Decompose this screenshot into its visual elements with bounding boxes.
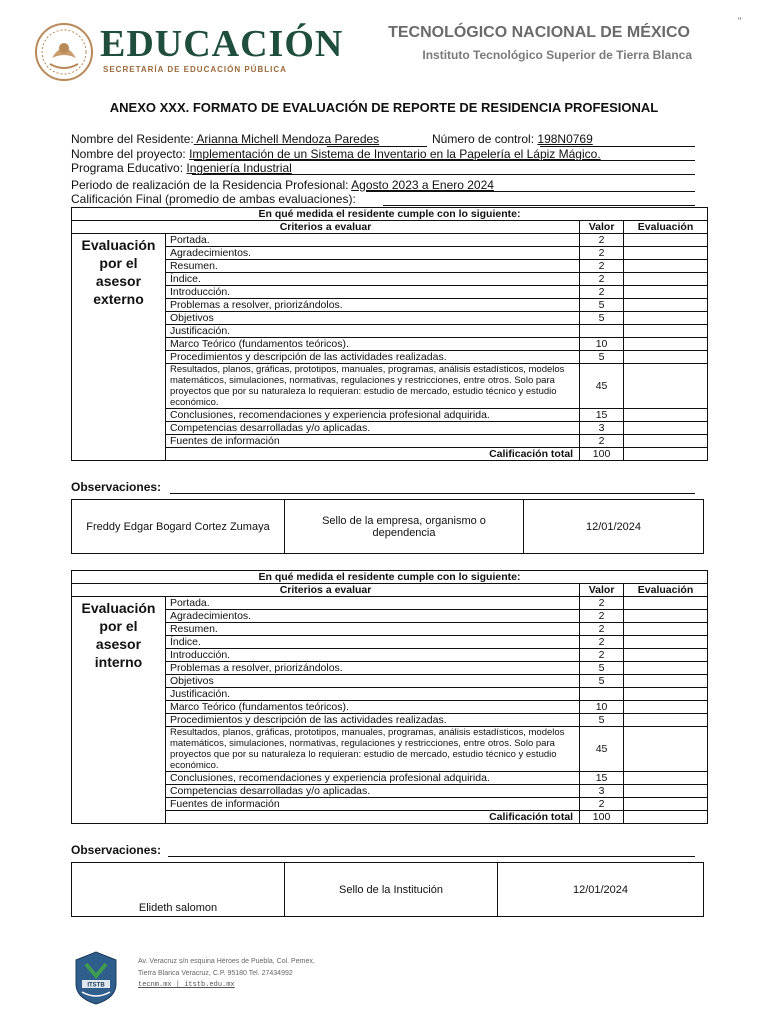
criterion-value: 3 xyxy=(580,422,624,435)
criterion-evaluation-cell[interactable] xyxy=(624,623,708,636)
table-row xyxy=(72,597,708,610)
control-label: Número de control: xyxy=(432,132,535,146)
criterion-value: 5 xyxy=(580,299,624,312)
criterion-evaluation-cell[interactable] xyxy=(624,636,708,649)
criterion-name: Resultados, planos, gráficas, prototipos, manuales, programas, análisis estadísticos, modelos matemáticos, simulaciones, normativas, regulaciones y restricciones, entre otros. Solo para proyectos que por su naturaleza lo requieran: estudio de mercado, estudio técnico y estudio económico. xyxy=(165,364,579,409)
criterion-evaluation-cell[interactable] xyxy=(624,610,708,623)
criterion-value: 2 xyxy=(580,286,624,299)
table-row xyxy=(72,260,708,273)
institution-name: TECNOLÓGICO NACIONAL DE MÉXICO xyxy=(388,24,690,41)
internal-total-label: Calificación total xyxy=(165,811,579,824)
footer-web-link[interactable]: tecnm.mx | itstb.edu.mx xyxy=(138,981,235,989)
footer-address-2: Tierra Blanca Veracruz, C.P. 95180 Tel. 27434992 xyxy=(138,970,293,977)
criterion-name: Marco Teórico (fundamentos teóricos). xyxy=(165,338,579,351)
table-row xyxy=(72,409,708,422)
criterion-value: 2 xyxy=(580,623,624,636)
campus-name: Instituto Tecnológico Superior de Tierra Blanca xyxy=(422,48,692,62)
external-date: 12/01/2024 xyxy=(524,500,704,554)
resident-line xyxy=(71,132,379,146)
table-row xyxy=(72,688,708,701)
criterion-name: Procedimientos y descripción de las actividades realizadas. xyxy=(165,714,579,727)
internal-total-evaluation-cell[interactable] xyxy=(624,811,708,824)
internal-side-label: Evaluación por el asesor interno xyxy=(72,597,166,824)
internal-criteria-header: Criterios a evaluar xyxy=(72,584,580,597)
external-heading-row xyxy=(72,208,708,221)
itstb-shield-logo xyxy=(72,950,120,1006)
table-row xyxy=(72,772,708,785)
table-row xyxy=(72,727,708,772)
criterion-name: Problemas a resolver, priorizándolos. xyxy=(165,662,579,675)
table-row xyxy=(72,636,708,649)
criterion-value xyxy=(580,688,624,701)
internal-table-heading: En qué medida el residente cumple con lo siguiente: xyxy=(72,571,708,584)
criterion-value: 2 xyxy=(580,273,624,286)
resident-value: Arianna Michell Mendoza Paredes xyxy=(193,132,380,146)
criterion-value: 2 xyxy=(580,435,624,448)
external-total-row xyxy=(72,448,708,461)
criterion-name: Portada. xyxy=(165,234,579,247)
internal-evaluation-table xyxy=(71,570,708,824)
criterion-evaluation-cell[interactable] xyxy=(624,286,708,299)
criterion-name: Resumen. xyxy=(165,260,579,273)
external-total-label: Calificación total xyxy=(165,448,579,461)
period-value: Agosto 2023 a Enero 2024 xyxy=(351,178,494,192)
table-row xyxy=(72,338,708,351)
criterion-name: Objetivos xyxy=(165,312,579,325)
criterion-name: Introducción. xyxy=(165,649,579,662)
criterion-evaluation-cell[interactable] xyxy=(624,273,708,286)
criterion-value: 2 xyxy=(580,260,624,273)
criterion-evaluation-cell[interactable] xyxy=(624,785,708,798)
criterion-name: Agradecimientos. xyxy=(165,247,579,260)
criterion-value: 5 xyxy=(580,312,624,325)
criterion-evaluation-cell[interactable] xyxy=(624,364,708,409)
table-row xyxy=(72,623,708,636)
program-line xyxy=(71,161,292,175)
internal-value-header: Valor xyxy=(580,584,624,597)
footer-address-1: Av. Veracruz s/n esquina Héroes de Puebla, Col. Pemex, xyxy=(138,958,315,965)
criterion-evaluation-cell[interactable] xyxy=(624,597,708,610)
document-title: ANEXO XXX. FORMATO DE EVALUACIÓN DE REPORTE DE RESIDENCIA PROFESIONAL xyxy=(109,100,659,115)
external-signer-name: Freddy Edgar Bogard Cortez Zumaya xyxy=(72,500,285,554)
criterion-name: Agradecimientos. xyxy=(165,610,579,623)
external-observations-line[interactable] xyxy=(170,493,695,494)
criterion-name: Índice. xyxy=(165,273,579,286)
project-label: Nombre del proyecto: xyxy=(71,147,186,161)
control-line xyxy=(432,132,593,146)
criterion-value: 2 xyxy=(580,597,624,610)
program-value: Ingeniería Industrial xyxy=(186,161,292,175)
external-total-value: 100 xyxy=(580,448,624,461)
criterion-value: 2 xyxy=(580,234,624,247)
table-row xyxy=(72,785,708,798)
criterion-evaluation-cell[interactable] xyxy=(624,701,708,714)
internal-signature-table xyxy=(71,862,704,917)
criterion-name: Introducción. xyxy=(165,286,579,299)
criterion-evaluation-cell[interactable] xyxy=(624,772,708,785)
internal-signer-name: Elideth salomon xyxy=(72,863,285,917)
criterion-value: 45 xyxy=(580,727,624,772)
criterion-name: Conclusiones, recomendaciones y experiencia profesional adquirida. xyxy=(165,409,579,422)
criterion-name: Resultados, planos, gráficas, prototipos, manuales, programas, análisis estadísticos, modelos matemáticos, simulaciones, normativas, regulaciones y restricciones, entre otros. Solo para proyectos que por su naturaleza lo requieran: estudio de mercado, estudio técnico y estudio económico. xyxy=(165,727,579,772)
program-underline xyxy=(192,174,695,175)
criterion-evaluation-cell[interactable] xyxy=(624,727,708,772)
criterion-value: 3 xyxy=(580,785,624,798)
table-row xyxy=(72,610,708,623)
criterion-name: Objetivos xyxy=(165,675,579,688)
final-grade-line xyxy=(71,192,356,206)
criterion-name: Competencias desarrolladas y/o aplicadas. xyxy=(165,422,579,435)
internal-total-row xyxy=(72,811,708,824)
final-grade-underline xyxy=(383,205,695,206)
criterion-value: 15 xyxy=(580,772,624,785)
criterion-value: 2 xyxy=(580,649,624,662)
period-label: Periodo de realización de la Residencia Profesional: xyxy=(71,178,349,192)
criterion-value: 2 xyxy=(580,247,624,260)
brand-subtitle: SECRETARÍA DE EDUCACIÓN PÚBLICA xyxy=(103,65,287,74)
table-row xyxy=(72,798,708,811)
criterion-name: Fuentes de información xyxy=(165,435,579,448)
period-underline xyxy=(366,191,695,192)
criterion-name: Procedimientos y descripción de las actividades realizadas. xyxy=(165,351,579,364)
criterion-evaluation-cell[interactable] xyxy=(624,234,708,247)
criterion-name: Justificación. xyxy=(165,325,579,338)
table-row xyxy=(72,364,708,409)
criterion-evaluation-cell[interactable] xyxy=(624,649,708,662)
criterion-evaluation-cell[interactable] xyxy=(624,325,708,338)
external-observations-label: Observaciones: xyxy=(71,480,162,494)
criterion-value: 10 xyxy=(580,338,624,351)
internal-heading-row xyxy=(72,571,708,584)
table-row xyxy=(72,649,708,662)
table-row xyxy=(72,312,708,325)
external-evaluation-table xyxy=(71,207,708,461)
program-label: Programa Educativo: xyxy=(71,161,184,175)
footer-logo-text: ITSTB xyxy=(87,982,105,989)
criterion-value: 5 xyxy=(580,714,624,727)
table-row xyxy=(72,662,708,675)
criterion-evaluation-cell[interactable] xyxy=(624,688,708,701)
external-side-label: Evaluación por el asesor externo xyxy=(72,234,166,461)
table-row xyxy=(72,675,708,688)
criterion-evaluation-cell[interactable] xyxy=(624,299,708,312)
mexico-seal-logo xyxy=(34,22,94,82)
criterion-evaluation-cell[interactable] xyxy=(624,662,708,675)
criterion-name: Marco Teórico (fundamentos teóricos). xyxy=(165,701,579,714)
external-table-heading: En qué medida el residente cumple con lo siguiente: xyxy=(72,208,708,221)
table-row xyxy=(72,247,708,260)
criterion-evaluation-cell[interactable] xyxy=(624,435,708,448)
table-row xyxy=(72,714,708,727)
external-signature-table xyxy=(71,499,704,554)
corner-mark: " xyxy=(738,16,742,26)
table-row xyxy=(72,273,708,286)
criterion-evaluation-cell[interactable] xyxy=(624,675,708,688)
criterion-evaluation-cell[interactable] xyxy=(624,798,708,811)
table-row xyxy=(72,286,708,299)
resident-label: Nombre del Residente: xyxy=(71,132,194,146)
criterion-value: 2 xyxy=(580,610,624,623)
criterion-value: 10 xyxy=(580,701,624,714)
criterion-evaluation-cell[interactable] xyxy=(624,260,708,273)
final-grade-label: Calificación Final (promedio de ambas evaluaciones): xyxy=(71,192,356,206)
criterion-value: 5 xyxy=(580,662,624,675)
table-row xyxy=(72,435,708,448)
external-total-evaluation-cell[interactable] xyxy=(624,448,708,461)
criterion-evaluation-cell[interactable] xyxy=(624,409,708,422)
period-line xyxy=(71,178,494,192)
table-row xyxy=(72,299,708,312)
criterion-evaluation-cell[interactable] xyxy=(624,351,708,364)
table-row xyxy=(72,325,708,338)
criterion-value: 5 xyxy=(580,675,624,688)
external-seal: Sello de la empresa, organismo o dependencia xyxy=(285,500,524,554)
criterion-name: Justificación. xyxy=(165,688,579,701)
table-row xyxy=(72,234,708,247)
criterion-value: 5 xyxy=(580,351,624,364)
internal-observations-label: Observaciones: xyxy=(71,843,162,857)
table-row xyxy=(72,351,708,364)
criterion-value: 45 xyxy=(580,364,624,409)
internal-column-header-row xyxy=(72,584,708,597)
project-value: Implementación de un Sistema de Inventario en la Papelería el Lápiz Mágico. xyxy=(189,147,601,161)
criterion-value: 2 xyxy=(580,636,624,649)
criterion-evaluation-cell[interactable] xyxy=(624,714,708,727)
internal-seal: Sello de la Institución xyxy=(285,863,498,917)
criterion-value xyxy=(580,325,624,338)
external-evaluation-header: Evaluación xyxy=(624,221,708,234)
internal-total-value: 100 xyxy=(580,811,624,824)
criterion-evaluation-cell[interactable] xyxy=(624,338,708,351)
internal-observations-line[interactable] xyxy=(168,856,695,857)
criterion-value: 15 xyxy=(580,409,624,422)
external-value-header: Valor xyxy=(580,221,624,234)
control-value: 198N0769 xyxy=(537,132,593,146)
project-line xyxy=(71,147,601,161)
criterion-evaluation-cell[interactable] xyxy=(624,247,708,260)
criterion-name: Conclusiones, recomendaciones y experiencia profesional adquirida. xyxy=(165,772,579,785)
criterion-value: 2 xyxy=(580,798,624,811)
external-column-header-row xyxy=(72,221,708,234)
criterion-evaluation-cell[interactable] xyxy=(624,312,708,325)
criterion-name: Portada. xyxy=(165,597,579,610)
criterion-name: Competencias desarrolladas y/o aplicadas. xyxy=(165,785,579,798)
criterion-name: Fuentes de información xyxy=(165,798,579,811)
brand-title: EDUCACIÓN xyxy=(100,23,344,65)
external-criteria-header: Criterios a evaluar xyxy=(72,221,580,234)
criterion-evaluation-cell[interactable] xyxy=(624,422,708,435)
internal-evaluation-header: Evaluación xyxy=(624,584,708,597)
internal-date: 12/01/2024 xyxy=(498,863,704,917)
criterion-name: Problemas a resolver, priorizándolos. xyxy=(165,299,579,312)
table-row xyxy=(72,701,708,714)
criterion-name: Resumen. xyxy=(165,623,579,636)
table-row xyxy=(72,422,708,435)
criterion-name: Índice. xyxy=(165,636,579,649)
